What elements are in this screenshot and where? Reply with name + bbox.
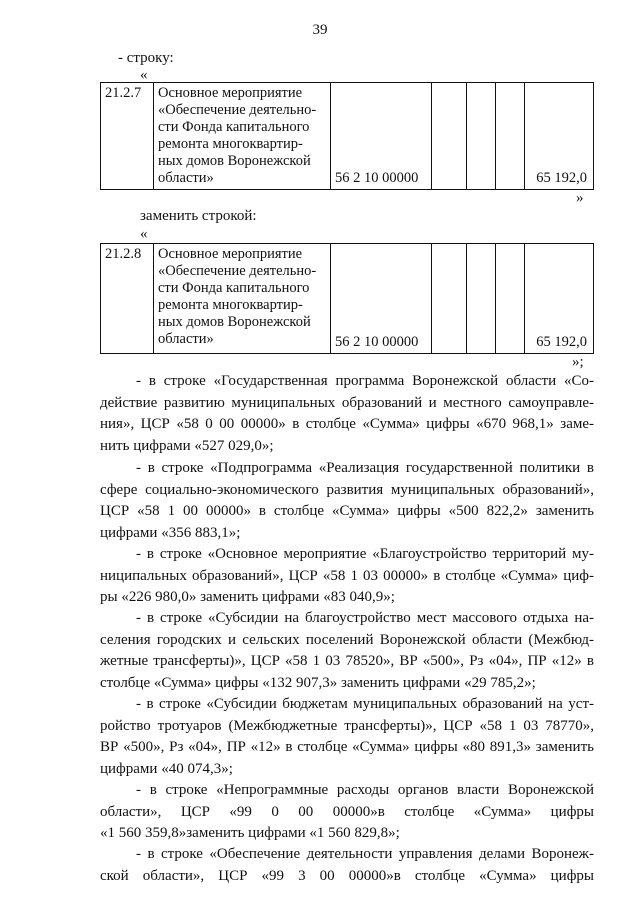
para-line: цифрами «40 074,3»; (100, 760, 233, 777)
paragraph (100, 608, 594, 694)
para-line: цифрами «356 883,1»; (100, 524, 241, 541)
table-row-2 (100, 243, 594, 354)
close-quote-2: »; (572, 354, 584, 370)
para-line: действие развитию муниципальных образований и местного самоуправле- (100, 394, 594, 411)
paragraph (100, 844, 594, 887)
desc-line: Основное мероприятие (158, 246, 303, 262)
row-description (154, 244, 331, 354)
table-row-1 (100, 82, 594, 190)
desc-line: ремонта многоквартир- (158, 136, 303, 152)
para-line: жетные трансферты)», ЦСР «58 1 03 78520», ВР «500», Рз «04», ПР «12» в (100, 653, 594, 669)
page-number: 39 (312, 22, 328, 38)
desc-line: «Обеспечение деятельно- (158, 102, 317, 118)
desc-line: ных домов Воронежской (158, 153, 311, 169)
paragraph (100, 780, 594, 845)
row-csr: 56 2 10 00000 (331, 83, 432, 190)
para-line: «1 560 359,8»заменить цифрами «1 560 829,8»; (100, 825, 400, 841)
intro-line-2: заменить строкой: (140, 208, 257, 224)
para-line: ройство тротуаров (Межбюджетные трансферты)», ЦСР «58 1 03 78770», (100, 717, 594, 734)
row-sum: 65 192,0 (525, 83, 594, 190)
desc-line: сти Фонда капитального (158, 280, 310, 296)
paragraph (100, 458, 594, 544)
desc-line: ремонта многоквартир- (158, 297, 303, 313)
row-code: 21.2.8 (101, 244, 154, 354)
para-line: ЦСР «58 1 00 00000» в столбце «Сумма» цифры «500 822,2» заменить (100, 503, 594, 519)
desc-line: «Обеспечение деятельно- (158, 263, 317, 279)
row-vr-cell (432, 244, 467, 354)
row-pr-cell (496, 83, 525, 190)
para-line: сфере социально-экономического развития муниципальных образований», (100, 481, 594, 498)
para-line: селения городских и сельских поселений Воронежской области (Межбюд- (100, 631, 594, 648)
para-line: ниципальных образований», ЦСР «58 1 03 00000» в столбце «Сумма» циф- (100, 567, 594, 584)
para-line: ВР «500», Рз «04», ПР «12» в столбце «Сумма» цифры «80 891,3» заменить (100, 739, 594, 755)
para-line: - в строке «Непрограммные расходы органов власти Воронежской (136, 782, 594, 798)
desc-line: области» (158, 331, 214, 347)
row-vr-cell (432, 83, 467, 190)
para-line: - в строке «Субсидии на благоустройство мест массового отдыха на- (136, 610, 594, 626)
para-line: - в строке «Основное мероприятие «Благоустройство территорий му- (136, 546, 594, 562)
para-line: ры «226 980,0» заменить цифрами «83 040,9»; (100, 589, 395, 605)
row-pr-cell (496, 244, 525, 354)
close-quote-1: » (576, 190, 584, 206)
paragraph (100, 371, 594, 457)
para-line: области», ЦСР «99 0 00 00000»в столбце «Сумма» цифры (100, 803, 594, 820)
paragraph (100, 694, 594, 780)
para-line: - в строке «Субсидии бюджетам муниципальных образований на уст- (136, 696, 594, 712)
row-rz-cell (467, 244, 496, 354)
para-line: ния», ЦСР «58 0 00 00000» в столбце «Сумма» цифры «670 968,1» заме- (100, 416, 594, 432)
desc-line: сти Фонда капитального (158, 119, 310, 135)
row-description (154, 83, 331, 190)
desc-line: Основное мероприятие (158, 85, 303, 101)
desc-line: области» (158, 170, 214, 186)
paragraph (100, 544, 594, 609)
para-line: нить цифрами «527 029,0»; (100, 437, 274, 454)
row-csr: 56 2 10 00000 (331, 244, 432, 354)
row-rz-cell (467, 83, 496, 190)
row-code: 21.2.7 (101, 83, 154, 190)
open-quote-2: « (140, 226, 148, 242)
desc-line: ных домов Воронежской (158, 314, 311, 330)
para-line: ской области», ЦСР «99 3 00 00000»в столбце «Сумма» цифры (100, 867, 594, 884)
para-line: - в строке «Подпрограмма «Реализация государственной политики в (136, 460, 594, 476)
open-quote-1: « (140, 67, 148, 83)
intro-line-1: - строку: (118, 50, 174, 66)
row-sum: 65 192,0 (525, 244, 594, 354)
para-line: - в строке «Обеспечение деятельности управления делами Воронеж- (136, 846, 594, 862)
para-line: - в строке «Государственная программа Воронежской области «Со- (136, 373, 594, 389)
para-line: столбце «Сумма» цифры «132 907,3» заменить цифрами «29 785,2»; (100, 674, 536, 691)
